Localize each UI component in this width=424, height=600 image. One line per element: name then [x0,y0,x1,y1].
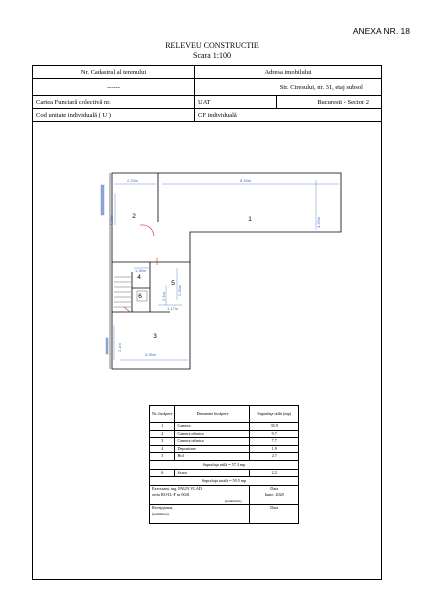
room-number-3: 3 [153,333,157,340]
date-cell-2 [250,505,299,524]
cf-individual-label: CF individuală [195,109,382,122]
table-row: 1 Camera 35.9 [150,423,299,431]
document-scale: Scara 1:100 [193,51,231,60]
room-number-6: 6 [138,293,142,300]
dimension-label: 2.1m [117,343,122,352]
uat-value: Bucuresti - Sector 2 [277,96,382,109]
dimension-label: 8.49m [240,178,252,183]
col-area-header: Suprafaţa utilă (mp) [250,406,299,423]
dimension-label: 4.30m [109,214,114,226]
cadastral-value: ------ [33,79,195,96]
dimension-label: 2.23m [127,178,139,183]
uat-label: UAT [195,96,277,109]
reception-signature: (semnătura) [152,512,169,516]
reception-cell [150,505,250,524]
executant-signature: (semnătura) [224,499,242,503]
dimension-label: 3.35m [145,352,157,357]
stair-lines [114,277,147,307]
address-label: Adresa imobilului [195,66,382,79]
room-number-4: 4 [137,274,141,281]
table-row: 2 Camera tehnica 9.7 [150,430,299,438]
room-number-1: 1 [248,216,252,223]
executant-name: Executant, ing. PAUN VLAD [152,486,202,491]
dimension-label: 4.29m [316,216,321,228]
table-row: 3 Camera tehnica 7.7 [150,438,299,446]
room-number-2: 2 [132,213,136,220]
address-value: Str. Ciresului, nr. 31, etaj subsol [195,79,382,96]
document-title: RELEVEU CONSTRUCTIE [165,41,259,50]
room-number-5: 5 [171,280,175,287]
col-name-header: Denumire încăpere [175,406,250,423]
dimension-label: 1.17m [167,306,179,311]
reception-label: Recepţionat, [152,505,174,510]
plan-outline [112,173,341,369]
date-label-2: Data [270,505,279,510]
col-nr-header: Nr. încăpere [150,406,175,423]
dimension-lines [114,180,339,360]
annex-label: ANEXA NR. 18 [352,26,410,36]
date-value: Iunie, 2020 [264,492,284,497]
date-cell [250,486,299,505]
window-marks [101,185,108,354]
table-row: 6 Scara 2.2 [150,469,299,477]
unit-code-label: Cod unitate individuală ( U ) [33,109,195,122]
dimension-label: 2.1m [161,292,166,301]
rooms-table [149,405,299,524]
table-row: 4 Depozitare 1.9 [150,445,299,453]
cadastral-label: Nr. Cadastral al terenului [33,66,195,79]
dimension-label: 1.38m [135,268,147,273]
useful-area-total: Suprafaţa utilă = 57.3 mp [150,460,299,469]
executant-series: seria RO-IL-F nr 0041 [152,492,190,497]
executant-cell [150,486,250,505]
cf-collective-label: Cartea Funciară colectivă nr. [33,96,195,109]
dimension-label: 2.39m [177,284,182,296]
date-label: Data [270,486,279,491]
table-row: 5 Hol 2.7 [150,453,299,461]
total-area: Suprafaţa totală = 59.5 mp [150,477,299,486]
